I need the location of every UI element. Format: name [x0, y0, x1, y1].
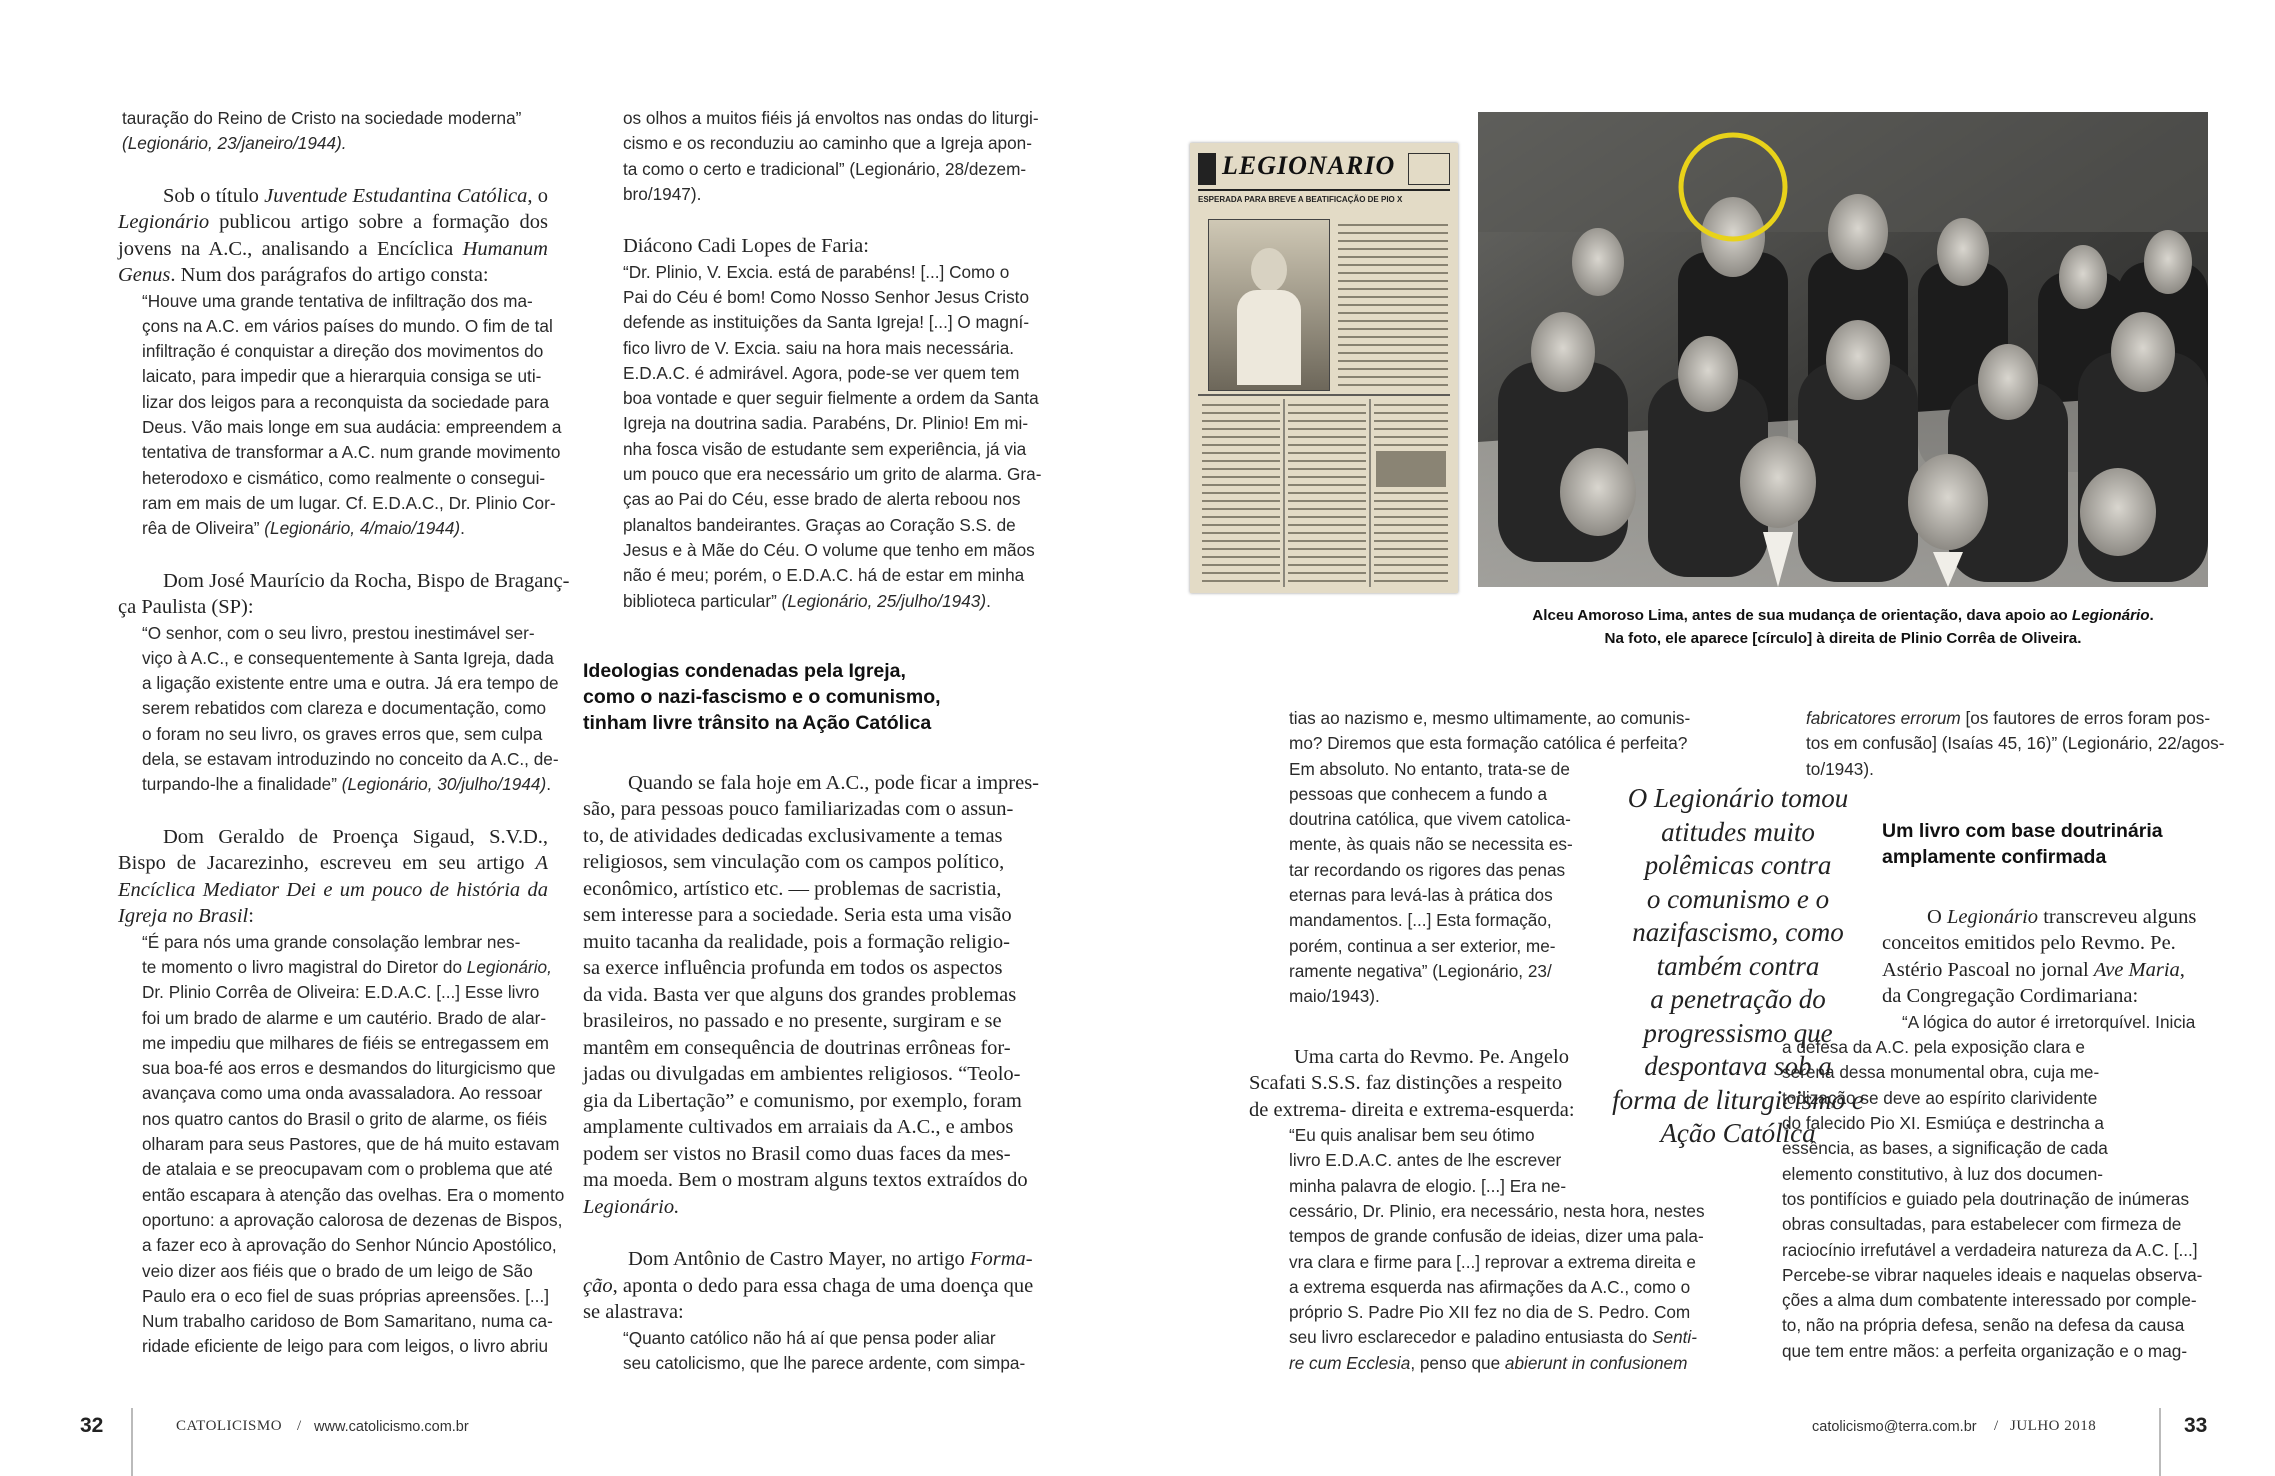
body-paragraph-quando	[583, 770, 1043, 1221]
text-line: Scafati S.S.S. faz distinções a respeito	[1249, 1072, 1563, 1095]
text-line: “É para nós uma grande consolação lembrar nes-	[142, 931, 521, 952]
text-line: que tem entre mãos: a perfeita organização e o mag-	[1782, 1340, 2188, 1361]
newspaper-masthead: LEGIONARIO	[1222, 151, 1396, 180]
caption-line-2: Na foto, ele aparece [círculo] à direita de Plinio Corrêa de Oliveira.	[1604, 630, 2082, 647]
text-line: veio dizer aos fiéis que o brado de um leigo de São	[142, 1260, 533, 1281]
text-line: re cum Ecclesia, penso que abierunt in confusionem	[1289, 1352, 1688, 1373]
text-line: ram em mais de um lugar. Cf. E.D.A.C., Dr. Plinio Cor-	[142, 492, 556, 513]
text-line: lizar dos leigos para a reconquista da sociedade para	[142, 391, 550, 412]
website-url[interactable]: www.catolicismo.com.br	[314, 1419, 469, 1435]
text-line: de extrema- direita e extrema-esquerda:	[1249, 1098, 1575, 1121]
text-line: Em absoluto. No entanto, trata-se de	[1289, 758, 1570, 779]
quote-end-paragraph-2	[583, 106, 1043, 207]
text-line: a fazer eco à aprovação do Senhor Núncio Apostólico,	[142, 1235, 557, 1256]
text-line: seu livro esclarecedor e paladino entusiasta do Senti-	[1289, 1327, 1697, 1348]
text-line: fabricatores errorum [os fautores de erros foram pos-	[1806, 708, 2211, 728]
text-line: Paulo era o eco fiel de suas próprias apreensões. [...]	[142, 1285, 550, 1306]
body-paragraph-diacono: Diácono Cadi Lopes de Faria:	[623, 235, 869, 258]
text-line: nazifascismo, como	[1632, 917, 1844, 947]
text-line: Uma carta do Revmo. Pe. Angelo	[1294, 1045, 1569, 1068]
quote-paragraph-dom-geraldo	[118, 930, 565, 1360]
text-line: Um livro com base doutrinária	[1882, 819, 2163, 842]
newspaper-text-lines	[1190, 143, 1458, 593]
text-line: laicato, para impedir que a hierarquia consiga se uti-	[142, 366, 542, 387]
text-line: conceitos emitidos pelo Revmo. Pe.	[1882, 932, 2176, 955]
text-line: elemento constitutivo, à luz dos documen-	[1782, 1163, 2104, 1184]
text-line: turpando-lhe a finalidade” (Legionário, 30/julho/1944).	[142, 774, 551, 795]
text-line: despontava sob a	[1644, 1051, 1832, 1081]
text-line: to/1943).	[1806, 758, 1874, 779]
text-line: Legionário.	[583, 1195, 680, 1218]
text-line: como o nazi-fascismo e o comunismo,	[583, 685, 941, 708]
left-column-1	[118, 106, 570, 1360]
text-line: progressismo que	[1643, 1017, 1833, 1048]
text-line: próprio S. Padre Pio XII fez no dia de S. Pedro. Com	[1289, 1302, 1691, 1323]
right-column-2	[1782, 706, 2225, 1364]
text-line: Deus. Vão mais longe em sua audácia: empreendem a	[142, 417, 562, 438]
text-line: “A lógica do autor é irretorquível. Inicia	[1902, 1011, 2196, 1032]
text-line: tauração do Reino de Cristo na sociedade moderna”	[122, 108, 522, 128]
text-line: não é meu; porém, o E.D.A.C. há de estar em minha	[623, 565, 1025, 586]
text-line: econômico, artístico etc. — problemas de sacristia,	[583, 877, 1002, 900]
text-line: minha palavra de elogio. [...] Era ne-	[1289, 1175, 1567, 1196]
quote-paragraph-dom-antonio	[583, 1326, 1043, 1377]
text-line: ta como o certo e tradicional” (Legionário, 28/dezem-	[623, 158, 1027, 179]
text-line: os olhos a muitos fiéis já envoltos nas ondas do liturgi-	[623, 108, 1039, 128]
text-line: planaltos bandeirantes. Graças ao Coração S.S. de	[623, 514, 1016, 535]
page-number-right: 33	[2184, 1414, 2208, 1437]
text-line: dela, se estavam introduzindo no conceito da A.C., de-	[142, 749, 559, 770]
contact-email[interactable]: catolicismo@terra.com.br	[1812, 1419, 1977, 1435]
magazine-name-left: CATOLICISMO	[176, 1418, 283, 1434]
body-paragraph-asterio	[1782, 904, 2212, 1010]
text-line: forma de liturgicismo e	[1612, 1084, 1864, 1115]
text-line: tos em confusão] (Isaías 45, 16)” (Legionário, 22/agos-	[1806, 733, 2225, 754]
text-line: Dr. Plinio Corrêa de Oliveira: E.D.A.C. [...] Esse livro	[142, 982, 540, 1003]
text-line: “Houve uma grande tentativa de infiltração dos ma-	[142, 290, 533, 311]
text-line: o foram no seu livro, os graves erros que, sem culpa	[142, 723, 543, 744]
photo-banquet	[1478, 112, 2208, 587]
footer-rule-left	[131, 1408, 133, 1476]
text-line: mo? Diremos que esta formação católica é perfeita?	[1289, 733, 1688, 754]
text-line: o comunismo e o	[1646, 883, 1830, 914]
text-line: Astério Pascoal no jornal Ave Maria,	[1882, 958, 2185, 981]
text-line: Ideologias condenadas pela Igreja,	[583, 659, 906, 682]
text-line: “Quanto católico não há aí que pensa poder aliar	[623, 1327, 996, 1348]
text-line: Pai do Céu é bom! Como Nosso Senhor Jesus Cristo	[623, 286, 1030, 307]
text-line: rêa de Oliveira” (Legionário, 4/maio/1944).	[142, 518, 465, 539]
text-line: Percebe-se vibrar naqueles ideais e naquelas observa-	[1782, 1264, 2203, 1285]
issue-date: JULHO 2018	[2010, 1418, 2097, 1434]
text-line: gia da Libertação” e comunismo, por exemplo, foram	[583, 1089, 1022, 1112]
body-paragraph-dom-jose	[118, 568, 570, 621]
text-line: nha fosca visão de estudante sem experiência, já via	[623, 438, 1027, 459]
text-line: tentativa de transformar a A.C. num grande movimento	[142, 442, 561, 463]
text-line: Dom Antônio de Castro Mayer, no artigo Forma-	[628, 1248, 1033, 1271]
text-line: jadas ou divulgadas em ambientes religiosos. “Teolo-	[583, 1063, 1021, 1086]
text-line: bro/1947).	[623, 183, 702, 204]
text-line: mantêm em consequência de doutrinas errôneas for-	[583, 1036, 1011, 1059]
text-line: nos quatro cantos do Brasil o grito de alarme, os fiéis	[142, 1108, 548, 1129]
text-line: biblioteca particular” (Legionário, 25/julho/1943).	[623, 590, 991, 611]
text-line: cismo e os reconduziu ao caminho que a Igreja apon-	[623, 133, 1032, 154]
text-line: ma moeda. Bem o mostram alguns textos extraídos do	[583, 1169, 1028, 1192]
text-line: doutrina católica, que vivem catolica-	[1289, 809, 1571, 830]
quote-paragraph-dom-jose	[118, 621, 559, 798]
text-line: tinham livre trânsito na Ação Católica	[583, 711, 932, 734]
text-line: O Legionário tomou	[1627, 783, 1849, 813]
text-line: são, para pessoas pouco familiarizadas com o assun-	[583, 798, 1014, 821]
quote-paragraph-diacono	[583, 260, 1043, 614]
text-line: todização se deve ao espírito clarividente	[1782, 1087, 2098, 1108]
body-paragraph-dom-antonio	[583, 1246, 1043, 1326]
text-line: heterodoxo e cismático, como realmente o consegui-	[142, 467, 546, 488]
quote-end-paragraph	[118, 106, 548, 157]
text-line: da vida. Basta ver que alguns dos grandes problemas	[583, 983, 1017, 1006]
text-line: infiltração é conquistar a direção dos movimentos do	[142, 341, 544, 362]
text-line: O Legionário transcreveu alguns	[1927, 905, 2197, 928]
footer-rule-right	[2159, 1408, 2161, 1476]
text-line: raciocínio irrefutável a verdadeira natureza da A.C. [...]	[1782, 1239, 2198, 1260]
body-paragraph-juventude: Sob o título Juventude Estudantina Católica, o Legionário publicou artigo sobre a formação dos jovens na A.C., analisando a Encíclica Humanum Genus. Num dos parágrafos do artigo consta:	[118, 184, 549, 287]
text-line: também contra	[1656, 950, 1820, 981]
section-subheading-livro	[1782, 818, 2212, 870]
text-line: ça Paulista (SP):	[118, 596, 254, 619]
text-line: me impediu que milhares de fiéis se entregassem em	[142, 1032, 549, 1053]
quote-paragraph-asterio	[1782, 1010, 2212, 1364]
text-line: um pouco que era necessário um grito de alarma. Gra-	[623, 464, 1042, 485]
text-line: livro E.D.A.C. antes de lhe escrever	[1289, 1150, 1562, 1171]
text-line: foi um brado de alarme e um cautério. Brado de alar-	[142, 1007, 547, 1028]
text-line: pessoas que conhecem a fundo a	[1289, 783, 1547, 804]
newspaper-clipping	[1190, 143, 1458, 593]
text-line: amplamente cultivados em arraiais da A.C., e ambos	[583, 1116, 1014, 1139]
text-line: obras consultadas, para estabelecer com firmeza de	[1782, 1214, 2182, 1235]
text-line: polêmicas contra	[1644, 850, 1832, 880]
text-line: amplamente confirmada	[1882, 845, 2107, 868]
text-line: olharam para seus Pastores, que de há muito estavam	[142, 1134, 560, 1155]
text-line: ramente negativa” (Legionário, 23/	[1289, 960, 1552, 981]
text-line: seu catolicismo, que lhe parece ardente, com simpa-	[623, 1353, 1026, 1374]
section-subheading-ideologias	[583, 658, 1043, 736]
text-line: ças ao Pai do Céu, esse brado de alerta reboou nos	[623, 489, 1021, 510]
text-line: serena dessa monumental obra, cuja me-	[1782, 1062, 2100, 1083]
text-line: to, de atividades dedicadas exclusivamente a temas	[583, 824, 1003, 847]
text-line: muito tacanha da realidade, pois a formação religio-	[583, 930, 1010, 953]
text-line: se alastrava:	[583, 1301, 684, 1324]
text-line: sua boa-fé aos erros e desmandos do liturgicismo que	[142, 1058, 556, 1079]
text-line: tempos de grande confusão de ideias, dizer uma pala-	[1289, 1226, 1704, 1247]
text-line: Dom José Maurício da Rocha, Bispo de Braganç-	[163, 569, 570, 592]
left-column-2	[583, 106, 1043, 1376]
text-line: a penetração do	[1650, 984, 1826, 1014]
text-line: mandamentos. [...] Esta formação,	[1289, 910, 1552, 931]
quote-end-paragraph-isaias	[1782, 706, 2225, 782]
text-line: “Dr. Plinio, V. Excia. está de parabéns! [...] Como o	[623, 261, 1010, 282]
text-line: a defesa da A.C. pela exposição clara e	[1782, 1037, 2085, 1058]
text-line: tar recordando os rigores das penas	[1289, 859, 1566, 880]
text-line: serem rebatidos com clareza e documentação, como	[142, 698, 547, 719]
text-line: oportuno: a aprovação calorosa de dezenas de Bispos,	[142, 1209, 563, 1230]
right-footer	[1137, 1400, 2275, 1470]
text-line: “O senhor, com o seu livro, prestou inestimável ser-	[142, 622, 535, 643]
text-line: essência, as bases, a significação de cada	[1782, 1138, 2108, 1159]
text-line: tias ao nazismo e, mesmo ultimamente, ao comunis-	[1289, 708, 1691, 728]
text-line: ridade eficiente de leigo para com leigos, o livro abriu	[142, 1336, 549, 1357]
text-line: çons na A.C. em vários países do mundo. O fim de tal	[142, 315, 553, 336]
text-line: religiosos, sem vinculação com os campos político,	[583, 851, 1005, 874]
caption-line-1: Alceu Amoroso Lima, antes de sua mudança de orientação, dava apoio ao Legionário.	[1532, 607, 2154, 624]
text-line: sa exerce influência profunda em todos os aspectos	[583, 957, 1003, 980]
text-line: da Congregação Cordimariana:	[1882, 985, 2139, 1008]
text-line: Igreja na doutrina sadia. Parabéns, Dr. Plinio! Em mi-	[623, 413, 1029, 434]
text-line: te momento o livro magistral do Diretor do Legionário,	[142, 956, 552, 977]
text-line: viço à A.C., e consequentemente à Santa Igreja, dada	[142, 647, 554, 668]
text-line: maio/1943).	[1289, 986, 1380, 1007]
page-number-left: 32	[80, 1414, 104, 1437]
text-line: cessário, Dr. Plinio, era necessário, nesta hora, nestes	[1289, 1200, 1705, 1221]
text-line: ção, aponta o dedo para essa chaga de uma doença que	[583, 1274, 1034, 1297]
text-line: “Eu quis analisar bem seu ótimo	[1289, 1125, 1535, 1146]
text-line: podem ser vistos no Brasil como duas faces da mes-	[583, 1142, 1011, 1165]
text-line: vra clara e firme para [...] reprovar a extrema direita e	[1289, 1251, 1696, 1272]
text-line: to, não na própria defesa, senão na defesa da causa	[1782, 1315, 2185, 1336]
text-line: do falecido Pio XI. Esmiúça e destrincha a	[1782, 1113, 2104, 1134]
footer-separator-left: /	[297, 1418, 302, 1434]
text-line: Quando se fala hoje em A.C., pode ficar a impres-	[628, 771, 1040, 794]
text-line: avançava como uma onda avassaladora. Ao ressoar	[142, 1083, 543, 1104]
body-paragraph-dom-geraldo: Dom Geraldo de Proença Sigaud, S.V.D., Bispo de Jacarezinho, escreveu em seu artigo A Encíclica Mediator Dei e um pouco de história da Igreja no Brasil:	[118, 825, 548, 928]
newspaper-headline: ESPERADA PARA BREVE A BEATIFICAÇÃO DE PIO X	[1198, 195, 1403, 204]
text-line: Num trabalho caridoso de Bom Samaritano, numa ca-	[142, 1311, 553, 1332]
text-line: ções a alma dum combatente interessado por comple-	[1782, 1290, 2197, 1311]
text-line: a extrema esquerda nas afirmações da A.C., como o	[1289, 1276, 1691, 1297]
banquet-photo-art	[1478, 112, 2208, 587]
text-line: então escapara à atenção das ovelhas. Era o momento	[142, 1184, 565, 1205]
text-line: tos pontifícios e guiado pela doutrinação de inúmeras	[1782, 1188, 2190, 1209]
text-line: E.D.A.C. é admirável. Agora, pode-se ver quem tem	[623, 362, 1020, 383]
quote-paragraph-scafati	[1249, 1123, 1709, 1376]
text-line: (Legionário, 23/janeiro/1944).	[122, 133, 347, 154]
text-line: Ação Católica	[1660, 1118, 1816, 1148]
text-line: eternas para levá-las à prática dos	[1289, 885, 1553, 906]
text-line: porém, continua a ser exterior, me-	[1289, 935, 1556, 956]
text-line: atitudes muito	[1661, 816, 1815, 847]
quote-paragraph-infiltracao	[118, 289, 562, 542]
footer-separator-right: /	[1994, 1418, 1999, 1434]
photo-caption	[1478, 604, 2208, 650]
text-line: brasileiros, no passado e no presente, surgiram e se	[583, 1010, 1002, 1033]
text-line: boa vontade e quer seguir fielmente a ordem da Santa	[623, 388, 1039, 409]
text-line: defende as instituições da Santa Igreja! [...] O magní-	[623, 312, 1030, 333]
text-line: a ligação existente entre uma e outra. Já era tempo de	[142, 673, 559, 694]
text-line: sem interesse para a sociedade. Seria esta uma visão	[583, 904, 1012, 927]
text-line: fico livro de V. Excia. saiu na hora mais necessária.	[623, 337, 1015, 358]
text-line: mente, às quais não se necessita es-	[1289, 834, 1573, 855]
text-line: de atalaia e se preocupavam com o problema que até	[142, 1159, 553, 1180]
text-line: Jesus e à Mãe do Céu. O volume que tenho em mãos	[623, 539, 1035, 560]
left-footer	[0, 1400, 1137, 1470]
